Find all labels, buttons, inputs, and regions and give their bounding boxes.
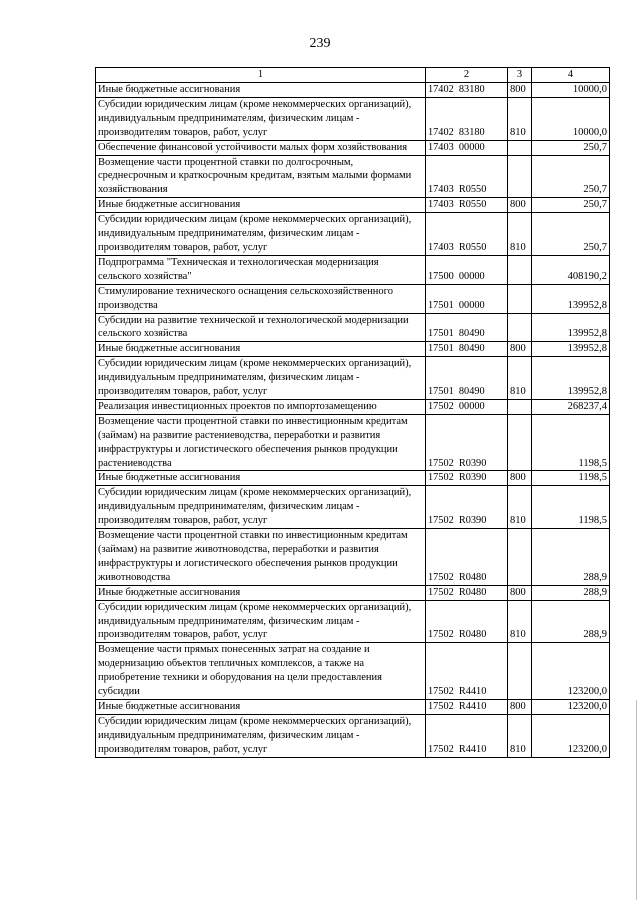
table-row [96,255,610,284]
table-row [96,97,610,140]
row-type-cell: 800 [508,585,532,600]
row-amount-cell: 408190,2 [532,255,610,284]
table-row [96,284,610,313]
row-amount-cell: 139952,8 [532,357,610,400]
table-row [96,342,610,357]
row-name-cell: Иные бюджетные ассигнования [96,198,426,213]
table-row [96,357,610,400]
row-name-cell: Подпрограмма "Техническая и технологическая модернизация сельского хозяйства" [96,255,426,284]
row-code-cell: 17500 00000 [426,255,508,284]
row-type-cell [508,414,532,471]
row-type-cell: 810 [508,97,532,140]
row-name-cell: Обеспечение финансовой устойчивости малых форм хозяйствования [96,140,426,155]
table-row [96,140,610,155]
row-type-cell: 800 [508,198,532,213]
budget-table [95,67,610,758]
row-type-cell [508,284,532,313]
table-row [96,399,610,414]
row-amount-cell: 123200,0 [532,714,610,757]
row-name-cell: Иные бюджетные ассигнования [96,471,426,486]
row-amount-cell: 139952,8 [532,313,610,342]
row-amount-cell: 1198,5 [532,414,610,471]
row-amount-cell: 10000,0 [532,97,610,140]
row-code-cell: 17502 R0390 [426,471,508,486]
scan-edge-line [636,700,637,900]
row-amount-cell: 1198,5 [532,471,610,486]
table-row [96,198,610,213]
row-code-cell: 17501 80490 [426,313,508,342]
row-name-cell: Субсидии юридическим лицам (кроме некоммерческих организаций), индивидуальным предпринимателям, физическим лицам - производителям товаров, работ, услуг [96,600,426,643]
page-number: 239 [309,36,331,51]
row-amount-cell: 288,9 [532,585,610,600]
table-row [96,714,610,757]
table-row [96,585,610,600]
row-amount-cell: 250,7 [532,198,610,213]
row-code-cell: 17501 00000 [426,284,508,313]
table-row [96,643,610,700]
row-code-cell: 17402 83180 [426,83,508,98]
column-header-type: 3 [508,68,532,83]
row-amount-cell: 1198,5 [532,486,610,529]
row-code-cell: 17502 R0390 [426,414,508,471]
row-amount-cell: 139952,8 [532,284,610,313]
row-name-cell: Возмещение части процентной ставки по инвестиционным кредитам (займам) на развитие растениеводства, переработки и развития инфраструктуры и логистического обеспечения рынков продукции растениеводства [96,414,426,471]
table-row [96,486,610,529]
row-code-cell: 17502 R4410 [426,643,508,700]
table-row [96,414,610,471]
row-type-cell [508,255,532,284]
row-amount-cell: 123200,0 [532,699,610,714]
row-name-cell: Возмещение части процентной ставки по инвестиционным кредитам (займам) на развитие животноводства, переработки и развития инфраструктуры и логистического обеспечения рынков продукции животноводства [96,529,426,586]
row-type-cell [508,529,532,586]
row-code-cell: 17403 R0550 [426,198,508,213]
row-code-cell: 17403 R0550 [426,213,508,256]
row-name-cell: Возмещение части прямых понесенных затрат на создание и модернизацию объектов тепличных комплексов, а также на приобретение техники и оборудования на цели предоставления субсидии [96,643,426,700]
row-type-cell: 810 [508,213,532,256]
table-row [96,699,610,714]
row-amount-cell: 250,7 [532,140,610,155]
row-name-cell: Субсидии юридическим лицам (кроме некоммерческих организаций), индивидуальным предпринимателям, физическим лицам - производителям товаров, работ, услуг [96,357,426,400]
row-name-cell: Субсидии юридическим лицам (кроме некоммерческих организаций), индивидуальным предпринимателям, физическим лицам - производителям товаров, работ, услуг [96,714,426,757]
row-amount-cell: 10000,0 [532,83,610,98]
row-amount-cell: 288,9 [532,529,610,586]
column-header-amount: 4 [532,68,610,83]
row-type-cell: 800 [508,342,532,357]
table-row [96,529,610,586]
row-code-cell: 17502 R0480 [426,585,508,600]
row-amount-cell: 288,9 [532,600,610,643]
column-header-code: 2 [426,68,508,83]
row-name-cell: Иные бюджетные ассигнования [96,585,426,600]
table-header-row [96,68,610,83]
column-header-name: 1 [96,68,426,83]
row-name-cell: Иные бюджетные ассигнования [96,342,426,357]
table-row [96,471,610,486]
row-amount-cell: 268237,4 [532,399,610,414]
row-type-cell: 800 [508,699,532,714]
row-type-cell: 800 [508,83,532,98]
row-code-cell: 17502 R0390 [426,486,508,529]
row-code-cell: 17501 80490 [426,342,508,357]
row-type-cell [508,643,532,700]
row-type-cell: 810 [508,486,532,529]
row-name-cell: Субсидии на развитие технической и технологической модернизации сельского хозяйства [96,313,426,342]
table-row [96,155,610,198]
row-amount-cell: 250,7 [532,155,610,198]
table-row [96,213,610,256]
table-row [96,313,610,342]
row-name-cell: Субсидии юридическим лицам (кроме некоммерческих организаций), индивидуальным предпринимателям, физическим лицам - производителям товаров, работ, услуг [96,213,426,256]
row-name-cell: Стимулирование технического оснащения сельскохозяйственного производства [96,284,426,313]
row-code-cell: 17501 80490 [426,357,508,400]
row-name-cell: Иные бюджетные ассигнования [96,699,426,714]
row-type-cell: 800 [508,471,532,486]
row-code-cell: 17502 00000 [426,399,508,414]
row-amount-cell: 139952,8 [532,342,610,357]
table-row [96,83,610,98]
row-type-cell: 810 [508,600,532,643]
row-name-cell: Возмещение части процентной ставки по долгосрочным, среднесрочным и краткосрочным кредитам, взятым малыми формами хозяйствования [96,155,426,198]
row-amount-cell: 250,7 [532,213,610,256]
row-code-cell: 17502 R0480 [426,600,508,643]
row-type-cell: 810 [508,357,532,400]
row-name-cell: Субсидии юридическим лицам (кроме некоммерческих организаций), индивидуальным предпринимателям, физическим лицам - производителям товаров, работ, услуг [96,97,426,140]
row-amount-cell: 123200,0 [532,643,610,700]
row-name-cell: Реализация инвестиционных проектов по импортозамещению [96,399,426,414]
table-body [96,83,610,758]
row-code-cell: 17502 R4410 [426,699,508,714]
row-code-cell: 17402 83180 [426,97,508,140]
row-type-cell [508,140,532,155]
row-code-cell: 17502 R0480 [426,529,508,586]
row-name-cell: Субсидии юридическим лицам (кроме некоммерческих организаций), индивидуальным предпринимателям, физическим лицам - производителям товаров, работ, услуг [96,486,426,529]
row-code-cell: 17403 00000 [426,140,508,155]
row-type-cell [508,313,532,342]
row-code-cell: 17403 R0550 [426,155,508,198]
row-name-cell: Иные бюджетные ассигнования [96,83,426,98]
row-code-cell: 17502 R4410 [426,714,508,757]
row-type-cell: 810 [508,714,532,757]
row-type-cell [508,399,532,414]
row-type-cell [508,155,532,198]
table-row [96,600,610,643]
